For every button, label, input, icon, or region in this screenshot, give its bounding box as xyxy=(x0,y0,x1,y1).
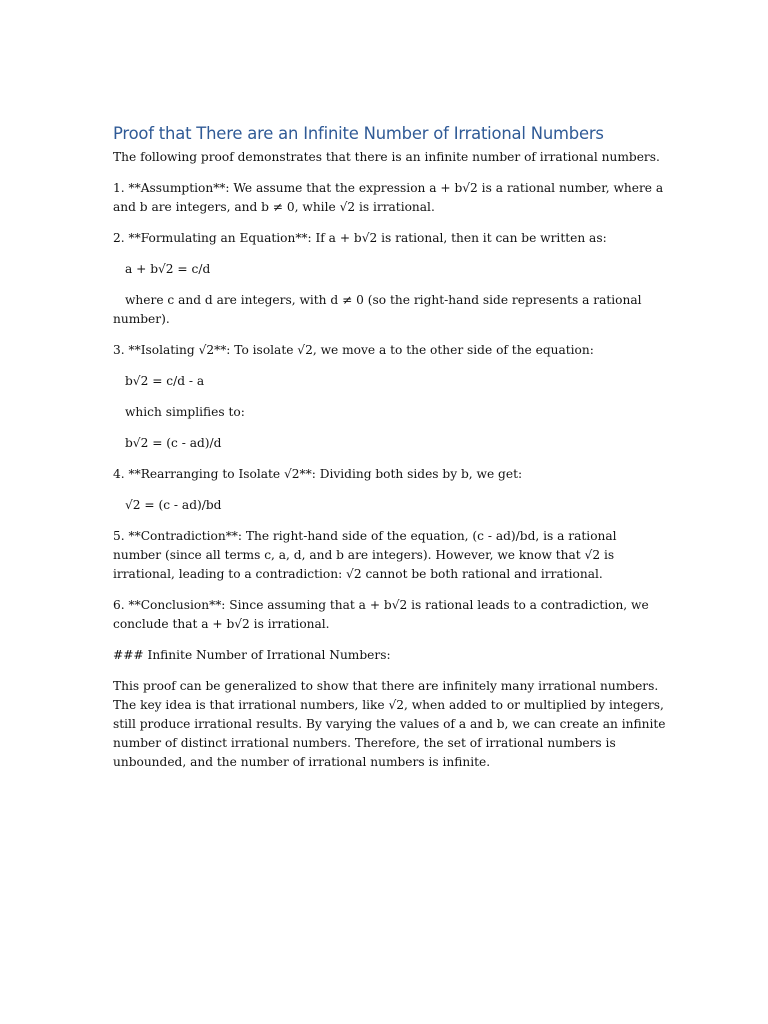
equation-4: √2 = (c - ad)/bd xyxy=(125,498,222,512)
document-title: Proof that There are an Infinite Number of Irrational Numbers xyxy=(113,124,604,143)
step-4-rearranging: 4. **Rearranging to Isolate √2**: Dividing both sides by b, we get: xyxy=(113,467,523,481)
step-2-formulating: 2. **Formulating an Equation**: If a + b√2 is rational, then it can be written as: xyxy=(113,231,607,245)
equation-2: b√2 = c/d - a xyxy=(125,374,205,388)
step-2-note: where c and d are integers, with d ≠ 0 (so the right-hand side represents a rational number). xyxy=(113,293,642,326)
step-5-contradiction: 5. **Contradiction**: The right-hand side of the equation, (c - ad)/bd, is a rational number (since all terms c, a, d, and b are integers). However, we know that √2 is irrational, leading to a contradiction: √2 cannot be both rational and irrational. xyxy=(113,529,617,581)
simplifies-text: which simplifies to: xyxy=(125,405,245,419)
intro-paragraph: The following proof demonstrates that there is an infinite number of irrational numbers. xyxy=(113,150,660,164)
step-1-assumption: 1. **Assumption**: We assume that the expression a + b√2 is a rational number, where a and b are integers, and b ≠ 0, while √2 is irrational. xyxy=(113,181,664,214)
equation-3: b√2 = (c - ad)/d xyxy=(125,436,222,450)
equation-1: a + b√2 = c/d xyxy=(125,262,211,276)
section-heading: ### Infinite Number of Irrational Numbers: xyxy=(113,648,391,662)
closing-paragraph: This proof can be generalized to show that there are infinitely many irrational numbers. The key idea is that irrational numbers, like √2, when added to or multiplied by integers, still produce irrational results. By varying the values of a and b, we can create an infinite number of distinct irrational numbers. Therefore, the set of irrational numbers is unbounded, and the number of irrational numbers is infinite. xyxy=(113,679,666,769)
step-6-conclusion: 6. **Conclusion**: Since assuming that a + b√2 is rational leads to a contradiction, we conclude that a + b√2 is irrational. xyxy=(113,598,649,631)
step-3-isolating: 3. **Isolating √2**: To isolate √2, we move a to the other side of the equation: xyxy=(113,343,594,357)
